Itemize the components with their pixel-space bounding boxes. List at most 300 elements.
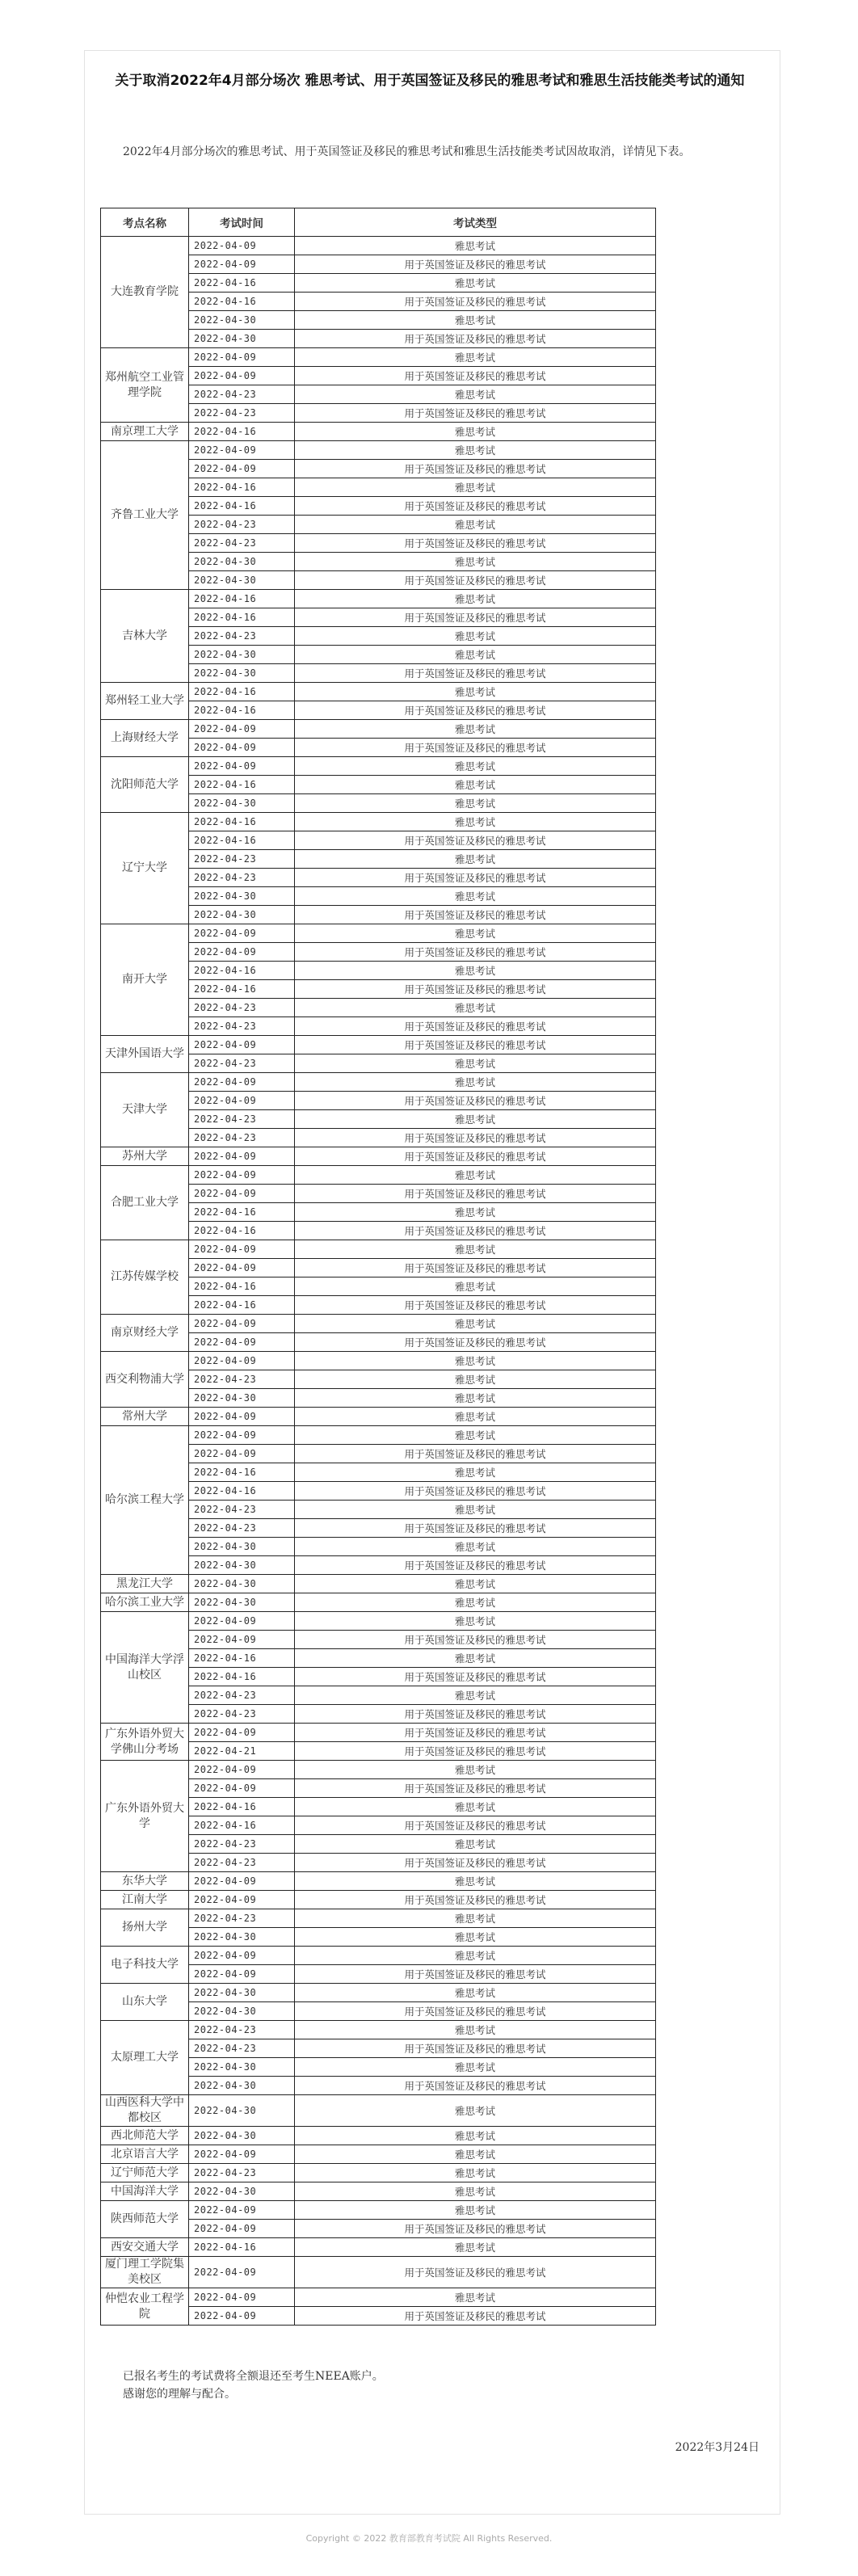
exam-type: 雅思考试 [295,1073,656,1092]
exam-type: 雅思考试 [295,590,656,608]
exam-date: 2022-04-23 [189,1909,295,1928]
exam-date: 2022-04-16 [189,683,295,701]
exam-type: 雅思考试 [295,1649,656,1668]
exam-type: 雅思考试 [295,1575,656,1593]
exam-date: 2022-04-09 [189,2145,295,2164]
exam-type: 雅思考试 [295,441,656,460]
exam-type: 用于英国签证及移民的雅思考试 [295,1092,656,1110]
site-name: 辽宁师范大学 [101,2164,189,2182]
exam-type: 用于英国签证及移民的雅思考试 [295,1965,656,1984]
exam-date: 2022-04-09 [189,441,295,460]
exam-type: 雅思考试 [295,348,656,367]
refund-note: 已报名考生的考试费将全额退还至考生NEEA账户。 [123,2370,384,2383]
exam-date: 2022-04-23 [189,999,295,1017]
site-name: 东华大学 [101,1872,189,1891]
exam-type: 用于英国签证及移民的雅思考试 [295,534,656,553]
table-row [101,2201,656,2220]
exam-type: 用于英国签证及移民的雅思考试 [295,330,656,348]
exam-date: 2022-04-30 [189,2058,295,2077]
exam-type: 用于英国签证及移民的雅思考试 [295,1185,656,1203]
site-name: 江南大学 [101,1891,189,1909]
exam-type: 用于英国签证及移民的雅思考试 [295,1519,656,1538]
exam-date: 2022-04-16 [189,1649,295,1668]
exam-date: 2022-04-23 [189,1370,295,1389]
exam-date: 2022-04-09 [189,1185,295,1203]
exam-type: 雅思考试 [295,1054,656,1073]
thanks-note: 感谢您的理解与配合。 [123,2388,236,2401]
site-name: 上海财经大学 [101,720,189,757]
exam-date: 2022-04-09 [189,943,295,962]
site-name: 西交利物浦大学 [101,1352,189,1408]
exam-type: 雅思考试 [295,646,656,664]
exam-type: 用于英国签证及移民的雅思考试 [295,906,656,924]
table-row [101,1761,656,1779]
exam-date: 2022-04-30 [189,646,295,664]
exam-date: 2022-04-30 [189,571,295,590]
exam-date: 2022-04-30 [189,1984,295,2002]
exam-date: 2022-04-09 [189,255,295,274]
table-row [101,441,656,460]
exam-type: 用于英国签证及移民的雅思考试 [295,1556,656,1575]
table-row [101,590,656,608]
exam-type: 用于英国签证及移民的雅思考试 [295,701,656,720]
exam-date: 2022-04-30 [189,311,295,330]
site-name: 哈尔滨工程大学 [101,1426,189,1575]
exam-date: 2022-04-09 [189,460,295,478]
exam-type: 雅思考试 [295,2058,656,2077]
exam-date: 2022-04-09 [189,720,295,739]
exam-date: 2022-04-23 [189,869,295,887]
exam-type: 雅思考试 [295,423,656,441]
exam-type: 雅思考试 [295,385,656,404]
exam-type: 用于英国签证及移民的雅思考试 [295,1296,656,1315]
exam-date: 2022-04-30 [189,2127,295,2145]
site-name: 西安交通大学 [101,2238,189,2257]
cancellation-table [100,208,656,2326]
table-row [101,813,656,831]
exam-type: 雅思考试 [295,1798,656,1816]
exam-type: 用于英国签证及移民的雅思考试 [295,2220,656,2238]
exam-type: 雅思考试 [295,1389,656,1408]
exam-type: 雅思考试 [295,627,656,646]
header-type: 考试类型 [295,208,656,237]
table-row [101,2288,656,2307]
notice-intro: 2022年4月部分场次的雅思考试、用于英国签证及移民的雅思考试和雅思生活技能类考试因故取消，详情见下表。 [123,145,691,158]
site-name: 南开大学 [101,924,189,1036]
exam-date: 2022-04-23 [189,1110,295,1129]
exam-type: 用于英国签证及移民的雅思考试 [295,1036,656,1054]
exam-type: 雅思考试 [295,720,656,739]
exam-type: 雅思考试 [295,1947,656,1965]
exam-date: 2022-04-09 [189,2257,295,2288]
table-row [101,423,656,441]
exam-date: 2022-04-09 [189,2220,295,2238]
exam-type: 雅思考试 [295,237,656,255]
exam-type: 用于英国签证及移民的雅思考试 [295,869,656,887]
site-name: 沈阳师范大学 [101,757,189,813]
table-row [101,1240,656,1259]
exam-date: 2022-04-16 [189,776,295,794]
closing-text [123,2368,753,2403]
exam-date: 2022-04-16 [189,1668,295,1686]
exam-date: 2022-04-09 [189,1259,295,1277]
exam-type: 用于英国签证及移民的雅思考试 [295,1742,656,1761]
exam-type: 雅思考试 [295,2288,656,2307]
exam-date: 2022-04-30 [189,2095,295,2127]
table-row [101,1426,656,1445]
exam-type: 雅思考试 [295,1110,656,1129]
exam-type: 雅思考试 [295,2095,656,2127]
exam-date: 2022-04-30 [189,1928,295,1947]
table-row [101,1352,656,1370]
site-name: 扬州大学 [101,1909,189,1947]
exam-date: 2022-04-16 [189,831,295,850]
exam-date: 2022-04-23 [189,627,295,646]
exam-type: 雅思考试 [295,553,656,571]
table-row [101,237,656,255]
exam-type: 用于英国签证及移民的雅思考试 [295,2002,656,2021]
table-row [101,1073,656,1092]
site-name: 哈尔滨工业大学 [101,1593,189,1612]
exam-date: 2022-04-23 [189,1835,295,1854]
table-row [101,1593,656,1612]
site-name: 北京语言大学 [101,2145,189,2164]
exam-type: 用于英国签证及移民的雅思考试 [295,1816,656,1835]
exam-date: 2022-04-09 [189,924,295,943]
exam-type: 雅思考试 [295,794,656,813]
exam-date: 2022-04-16 [189,423,295,441]
exam-type: 雅思考试 [295,1612,656,1631]
exam-type: 雅思考试 [295,1463,656,1482]
exam-type: 雅思考试 [295,478,656,497]
exam-type: 雅思考试 [295,1593,656,1612]
exam-type: 用于英国签证及移民的雅思考试 [295,255,656,274]
site-name: 辽宁大学 [101,813,189,924]
exam-type: 用于英国签证及移民的雅思考试 [295,1333,656,1352]
exam-date: 2022-04-09 [189,1073,295,1092]
exam-type: 雅思考试 [295,1501,656,1519]
exam-type: 雅思考试 [295,2127,656,2145]
exam-date: 2022-04-23 [189,1129,295,1147]
exam-date: 2022-04-16 [189,1798,295,1816]
exam-date: 2022-04-23 [189,385,295,404]
site-name: 苏州大学 [101,1147,189,1166]
site-name: 合肥工业大学 [101,1166,189,1240]
site-name: 中国海洋大学 [101,2182,189,2201]
exam-type: 雅思考试 [295,2182,656,2201]
table-row [101,1891,656,1909]
exam-date: 2022-04-09 [189,237,295,255]
exam-type: 用于英国签证及移民的雅思考试 [295,1891,656,1909]
site-name: 仲恺农业工程学院 [101,2288,189,2326]
exam-date: 2022-04-09 [189,2288,295,2307]
exam-date: 2022-04-23 [189,534,295,553]
exam-type: 雅思考试 [295,999,656,1017]
exam-type: 雅思考试 [295,887,656,906]
table-row [101,1984,656,2002]
exam-date: 2022-04-30 [189,887,295,906]
header-time: 考试时间 [189,208,295,237]
exam-date: 2022-04-16 [189,980,295,999]
exam-type: 雅思考试 [295,776,656,794]
exam-date: 2022-04-09 [189,1631,295,1649]
exam-date: 2022-04-30 [189,330,295,348]
header-site: 考点名称 [101,208,189,237]
site-name: 大连教育学院 [101,237,189,348]
table-row [101,2238,656,2257]
exam-type: 雅思考试 [295,1538,656,1556]
site-name: 黑龙江大学 [101,1575,189,1593]
exam-type: 用于英国签证及移民的雅思考试 [295,1705,656,1724]
exam-date: 2022-04-30 [189,794,295,813]
table-row [101,1408,656,1426]
site-name: 天津大学 [101,1073,189,1147]
table-row [101,1724,656,1742]
exam-type: 雅思考试 [295,1408,656,1426]
exam-date: 2022-04-09 [189,1166,295,1185]
exam-type: 用于英国签证及移民的雅思考试 [295,1724,656,1742]
exam-type: 用于英国签证及移民的雅思考试 [295,1779,656,1798]
table-row [101,1575,656,1593]
exam-type: 雅思考试 [295,2201,656,2220]
table-row [101,2257,656,2288]
table-row [101,2095,656,2127]
exam-type: 用于英国签证及移民的雅思考试 [295,1482,656,1501]
exam-type: 用于英国签证及移民的雅思考试 [295,1631,656,1649]
exam-type: 用于英国签证及移民的雅思考试 [295,1854,656,1872]
exam-date: 2022-04-30 [189,553,295,571]
exam-date: 2022-04-09 [189,1965,295,1984]
site-name: 常州大学 [101,1408,189,1426]
exam-type: 雅思考试 [295,757,656,776]
exam-date: 2022-04-30 [189,1389,295,1408]
exam-date: 2022-04-23 [189,2039,295,2058]
table-row [101,348,656,367]
site-name: 山东大学 [101,1984,189,2021]
exam-type: 用于英国签证及移民的雅思考试 [295,943,656,962]
exam-type: 用于英国签证及移民的雅思考试 [295,980,656,999]
table-row [101,1612,656,1631]
exam-type: 用于英国签证及移民的雅思考试 [295,739,656,757]
exam-date: 2022-04-16 [189,1277,295,1296]
exam-date: 2022-04-09 [189,757,295,776]
table-row [101,924,656,943]
exam-date: 2022-04-30 [189,1593,295,1612]
exam-date: 2022-04-23 [189,1705,295,1724]
exam-date: 2022-04-09 [189,1724,295,1742]
exam-date: 2022-04-09 [189,1036,295,1054]
exam-date: 2022-04-30 [189,1538,295,1556]
exam-date: 2022-04-09 [189,367,295,385]
exam-date: 2022-04-09 [189,1408,295,1426]
exam-type: 雅思考试 [295,850,656,869]
site-name: 郑州航空工业管理学院 [101,348,189,423]
exam-date: 2022-04-09 [189,348,295,367]
exam-type: 雅思考试 [295,311,656,330]
exam-type: 雅思考试 [295,1928,656,1947]
exam-type: 雅思考试 [295,1352,656,1370]
exam-date: 2022-04-09 [189,1779,295,1798]
site-name: 西北师范大学 [101,2127,189,2145]
exam-type: 雅思考试 [295,1909,656,1928]
exam-date: 2022-04-23 [189,1054,295,1073]
exam-type: 用于英国签证及移民的雅思考试 [295,2077,656,2095]
exam-date: 2022-04-23 [189,2164,295,2182]
table-body [101,237,656,2326]
exam-type: 用于英国签证及移民的雅思考试 [295,1147,656,1166]
exam-date: 2022-04-16 [189,1816,295,1835]
exam-type: 雅思考试 [295,1370,656,1389]
table-row [101,1147,656,1166]
exam-type: 用于英国签证及移民的雅思考试 [295,497,656,516]
exam-type: 雅思考试 [295,1166,656,1185]
exam-date: 2022-04-23 [189,1686,295,1705]
notice-title: 关于取消2022年4月部分场次 雅思考试、用于英国签证及移民的雅思考试和雅思生活技能类考试的通知 [115,73,745,89]
exam-date: 2022-04-16 [189,1482,295,1501]
exam-type: 用于英国签证及移民的雅思考试 [295,404,656,423]
exam-date: 2022-04-09 [189,1352,295,1370]
exam-date: 2022-04-09 [189,2307,295,2326]
exam-date: 2022-04-16 [189,1296,295,1315]
exam-date: 2022-04-09 [189,1147,295,1166]
exam-date: 2022-04-09 [189,1891,295,1909]
exam-date: 2022-04-16 [189,1222,295,1240]
exam-date: 2022-04-23 [189,1017,295,1036]
site-name: 郑州轻工业大学 [101,683,189,720]
exam-date: 2022-04-23 [189,1854,295,1872]
exam-type: 雅思考试 [295,813,656,831]
exam-date: 2022-04-30 [189,2002,295,2021]
exam-date: 2022-04-23 [189,1501,295,1519]
exam-type: 雅思考试 [295,516,656,534]
exam-type: 用于英国签证及移民的雅思考试 [295,831,656,850]
exam-date: 2022-04-21 [189,1742,295,1761]
exam-date: 2022-04-16 [189,962,295,980]
exam-type: 用于英国签证及移民的雅思考试 [295,460,656,478]
exam-date: 2022-04-16 [189,2238,295,2257]
exam-date: 2022-04-23 [189,850,295,869]
exam-type: 雅思考试 [295,1240,656,1259]
site-name: 中国海洋大学浮山校区 [101,1612,189,1724]
exam-date: 2022-04-23 [189,404,295,423]
table-row [101,757,656,776]
table-row [101,1166,656,1185]
site-name: 山西医科大学中都校区 [101,2095,189,2127]
exam-date: 2022-04-09 [189,1315,295,1333]
exam-date: 2022-04-09 [189,1445,295,1463]
table-row [101,1315,656,1333]
exam-type: 用于英国签证及移民的雅思考试 [295,664,656,683]
exam-date: 2022-04-16 [189,813,295,831]
exam-type: 雅思考试 [295,1984,656,2002]
table-row [101,2021,656,2039]
exam-type: 用于英国签证及移民的雅思考试 [295,1445,656,1463]
exam-type: 雅思考试 [295,1835,656,1854]
table-row [101,2145,656,2164]
exam-date: 2022-04-23 [189,516,295,534]
exam-date: 2022-04-30 [189,1556,295,1575]
exam-type: 雅思考试 [295,1203,656,1222]
exam-date: 2022-04-16 [189,497,295,516]
exam-type: 用于英国签证及移民的雅思考试 [295,1259,656,1277]
exam-type: 雅思考试 [295,2164,656,2182]
exam-type: 雅思考试 [295,962,656,980]
exam-date: 2022-04-16 [189,1463,295,1482]
exam-date: 2022-04-09 [189,1872,295,1891]
exam-type: 雅思考试 [295,274,656,293]
table-row [101,1872,656,1891]
exam-type: 用于英国签证及移民的雅思考试 [295,293,656,311]
exam-date: 2022-04-09 [189,1761,295,1779]
table-row [101,2127,656,2145]
site-name: 广东外语外贸大学佛山分考场 [101,1724,189,1761]
table-row [101,1947,656,1965]
exam-date: 2022-04-09 [189,1333,295,1352]
exam-type: 用于英国签证及移民的雅思考试 [295,1668,656,1686]
site-name: 南京理工大学 [101,423,189,441]
site-name: 吉林大学 [101,590,189,683]
exam-type: 雅思考试 [295,1761,656,1779]
exam-type: 雅思考试 [295,924,656,943]
exam-type: 用于英国签证及移民的雅思考试 [295,608,656,627]
exam-type: 用于英国签证及移民的雅思考试 [295,571,656,590]
exam-type: 雅思考试 [295,2021,656,2039]
exam-type: 用于英国签证及移民的雅思考试 [295,1222,656,1240]
exam-date: 2022-04-09 [189,1240,295,1259]
exam-date: 2022-04-16 [189,1203,295,1222]
exam-type: 雅思考试 [295,1686,656,1705]
exam-date: 2022-04-23 [189,1519,295,1538]
table-header-row [101,208,656,237]
exam-date: 2022-04-30 [189,906,295,924]
site-name: 陕西师范大学 [101,2201,189,2238]
exam-type: 雅思考试 [295,1872,656,1891]
exam-date: 2022-04-30 [189,664,295,683]
exam-type: 雅思考试 [295,2145,656,2164]
exam-type: 用于英国签证及移民的雅思考试 [295,1017,656,1036]
notice-date: 2022年3月24日 [675,2441,759,2454]
site-name: 广东外语外贸大学 [101,1761,189,1872]
site-name: 天津外国语大学 [101,1036,189,1073]
exam-date: 2022-04-16 [189,478,295,497]
exam-date: 2022-04-16 [189,590,295,608]
site-name: 太原理工大学 [101,2021,189,2095]
table-row [101,1036,656,1054]
exam-date: 2022-04-30 [189,2077,295,2095]
table-row [101,1909,656,1928]
exam-type: 雅思考试 [295,683,656,701]
exam-date: 2022-04-16 [189,293,295,311]
exam-type: 用于英国签证及移民的雅思考试 [295,2039,656,2058]
table-row [101,2182,656,2201]
exam-date: 2022-04-09 [189,1612,295,1631]
exam-date: 2022-04-23 [189,2021,295,2039]
exam-type: 用于英国签证及移民的雅思考试 [295,367,656,385]
site-name: 厦门理工学院集美校区 [101,2257,189,2288]
site-name: 江苏传媒学校 [101,1240,189,1315]
exam-type: 用于英国签证及移民的雅思考试 [295,2307,656,2326]
exam-date: 2022-04-16 [189,701,295,720]
table-row [101,720,656,739]
exam-type: 雅思考试 [295,2238,656,2257]
site-name: 南京财经大学 [101,1315,189,1352]
site-name: 电子科技大学 [101,1947,189,1984]
exam-date: 2022-04-09 [189,1426,295,1445]
exam-type: 雅思考试 [295,1277,656,1296]
exam-date: 2022-04-30 [189,1575,295,1593]
exam-type: 雅思考试 [295,1426,656,1445]
table-row [101,2164,656,2182]
